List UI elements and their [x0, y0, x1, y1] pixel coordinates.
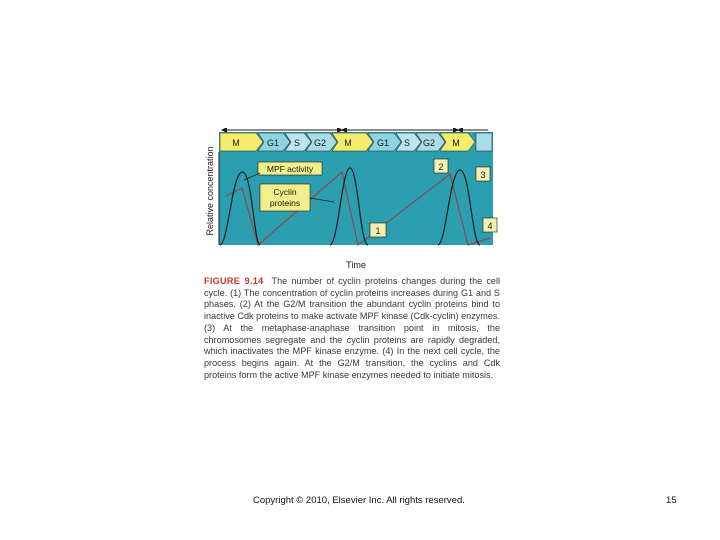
svg-text:2: 2 — [438, 162, 444, 172]
x-axis-title: Time — [346, 260, 366, 270]
phase-band — [220, 133, 492, 151]
cyclin-label-line: proteins — [269, 198, 301, 208]
marker-1 — [370, 223, 386, 237]
phase-tail — [476, 133, 492, 151]
phase-label: G1 — [266, 138, 280, 148]
phase-m — [220, 133, 263, 151]
phase-m — [332, 133, 373, 151]
svg-text:4: 4 — [487, 221, 493, 231]
cyclin-proteins-label — [260, 184, 310, 211]
figure-caption — [204, 276, 500, 381]
phase-label: G2 — [422, 138, 436, 148]
phase-label: M — [452, 138, 460, 148]
copyright-notice: Copyright © 2010, Elsevier Inc. All rights reserved. — [253, 495, 465, 506]
marker-3 — [476, 167, 490, 181]
phase-label: S — [293, 138, 301, 148]
figure-caption-label: FIGURE 9.14 — [204, 276, 264, 286]
figure-caption-text: The number of cyclin proteins changes during the cell cycle. (1) The concentration of cyclin proteins increases during G1 and S phases. (2) At the G2/M transition the abundant cyclin proteins bind to inactive Cdk proteins to make activate MPF kinase (Cdk-cyclin) enzymes. (3) At the metaphase-anaphase transition point in mitosis, the chromosomes segregate and the cyclin proteins are rapidly degraded, which inactivates the MPF kinase enzyme. (4) In the next cell cycle, the process begins again. At the G2/M transition, the cyclins and Cdk proteins form the active MPF kinase enzymes needed to initiate mitosis. — [204, 276, 500, 380]
svg-text:MPF activity: MPF activity — [266, 164, 314, 174]
phase-label: S — [403, 138, 411, 148]
marker-2 — [434, 159, 448, 173]
marker-4 — [483, 218, 497, 232]
phase-label: G1 — [376, 138, 390, 148]
page-number: 15 — [666, 495, 677, 506]
svg-text:1: 1 — [375, 226, 381, 236]
phase-label: M — [232, 138, 240, 148]
phase-label: G2 — [313, 138, 327, 148]
cell-cycle-figure — [200, 128, 505, 273]
cyclin-label-line: Cyclin — [273, 187, 297, 197]
svg-text:3: 3 — [480, 170, 486, 180]
y-axis-title: Relative concentration — [205, 146, 215, 236]
phase-label: M — [344, 138, 352, 148]
mpf-activity-label — [258, 162, 322, 175]
